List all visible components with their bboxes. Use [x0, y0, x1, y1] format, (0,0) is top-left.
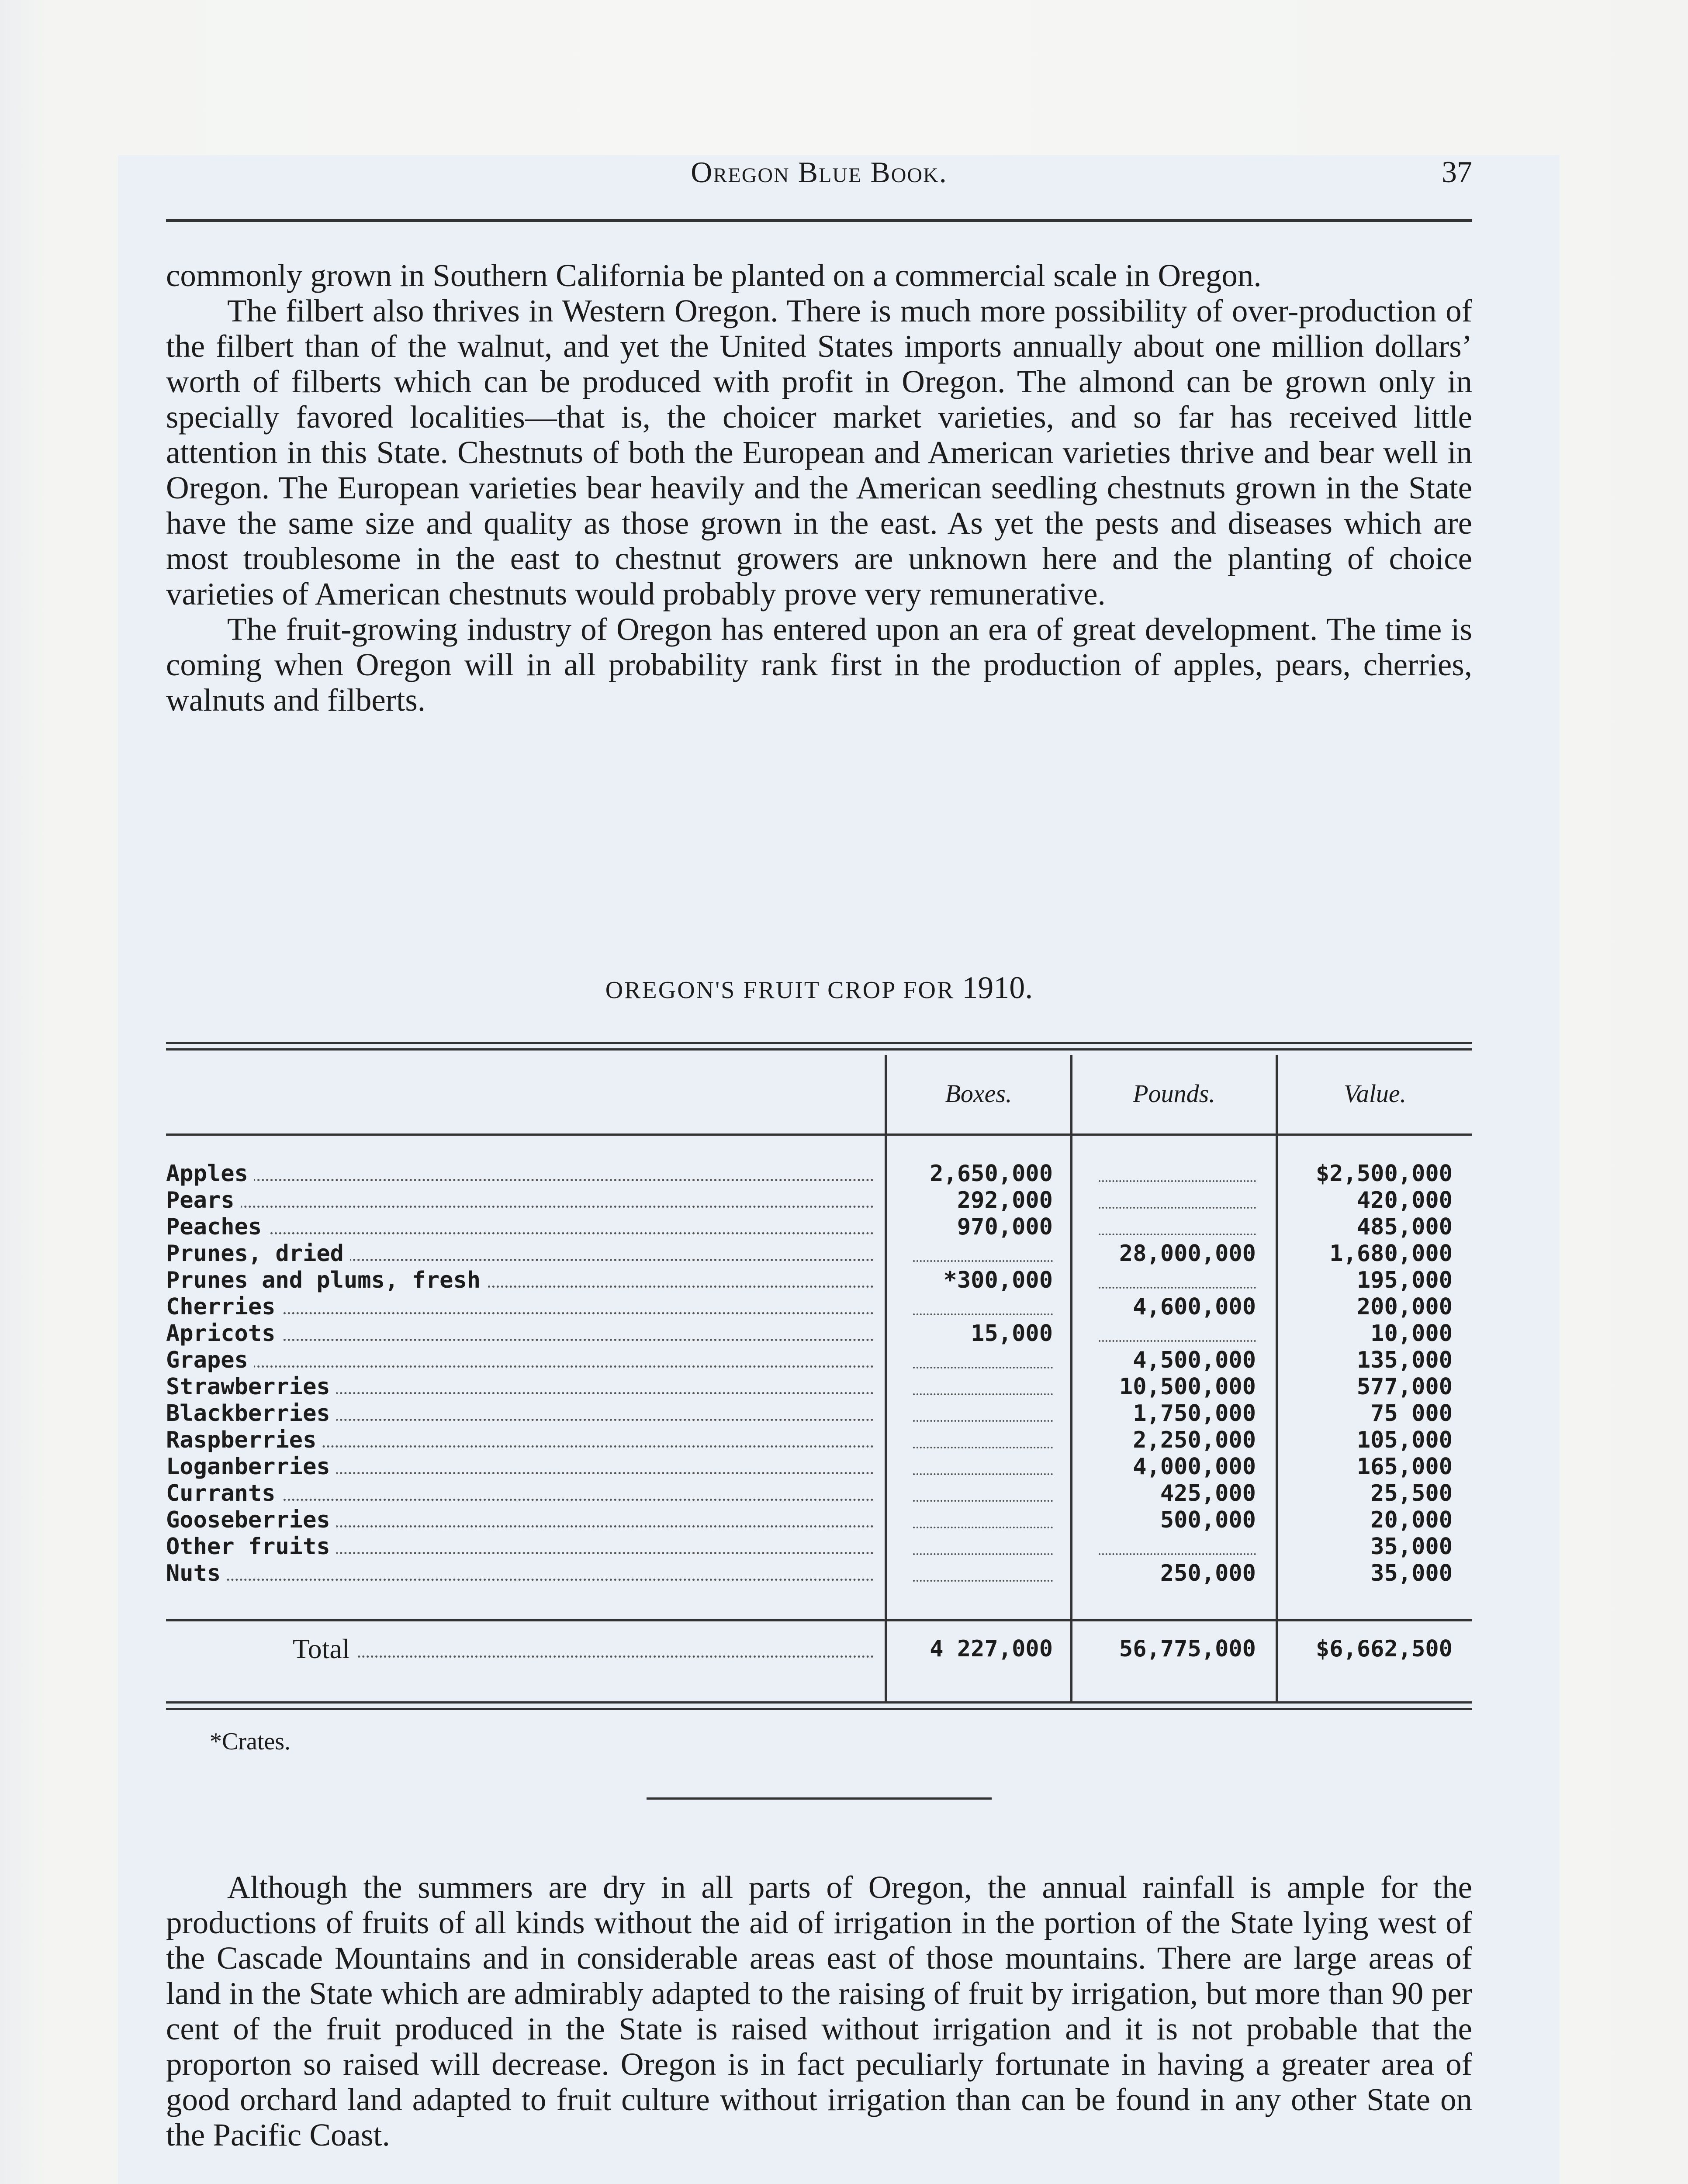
cell-boxes: 292,000	[957, 1187, 1053, 1213]
table-row	[166, 1427, 1472, 1454]
cell-value: 35,000	[1370, 1560, 1453, 1586]
paragraph-irrigation: Although the summers are dry in all parts of Oregon, the annual rainfall is ample for the productions of fruits of all kinds without the aid of irrigation in the portion of the State lying west of the Cascade Mountains and in considerable areas east of those mountains. There are large areas of land in the State which are admirably adapted to the raising of fruit by irrigation, but more than 90 per cent of the fruit produced in the State is raised without irrigation and it is not probable that the proporton so raised will decrease. Oregon is in fact peculiarly fortunate in having a greater area of good orchard land adapted to fruit culture without irrigation than can be found in any other State on the Pacific Coast.	[166, 1870, 1472, 2153]
row-label: Nuts	[166, 1560, 874, 1587]
running-head	[166, 155, 1472, 199]
table-row	[166, 1480, 1472, 1507]
cell-boxes	[887, 1560, 1053, 1587]
row-label: Grapes	[166, 1347, 874, 1374]
table-title-year: 1910.	[962, 970, 1033, 1005]
dotted-leader	[1099, 1180, 1256, 1182]
cell-boxes: 2,650,000	[930, 1161, 1053, 1187]
dotted-leader	[1099, 1234, 1256, 1235]
cell-pounds: 250,000	[1160, 1560, 1256, 1586]
page-number: 37	[1442, 156, 1472, 189]
table-row	[166, 1374, 1472, 1400]
cell-value: 577,000	[1356, 1374, 1453, 1400]
row-label: Raspberries	[166, 1427, 874, 1454]
table-row	[166, 1214, 1472, 1241]
dotted-leader	[913, 1580, 1053, 1582]
cell-pounds: 425,000	[1160, 1480, 1256, 1507]
cell-value: 200,000	[1356, 1294, 1453, 1320]
row-label: Prunes and plums, fresh	[166, 1267, 874, 1294]
dotted-leader	[1099, 1207, 1256, 1209]
row-label: Loganberries	[166, 1454, 874, 1480]
row-label: Apples	[166, 1161, 874, 1187]
column-header-value: Value.	[1343, 1079, 1407, 1108]
table-row	[166, 1507, 1472, 1534]
cell-boxes: 970,000	[957, 1214, 1053, 1240]
dotted-leader	[913, 1367, 1053, 1368]
cell-value: $2,500,000	[1315, 1161, 1453, 1187]
table-row	[166, 1241, 1472, 1267]
cell-pounds	[1072, 1534, 1256, 1560]
table-row	[166, 1347, 1472, 1374]
table-title-text: OREGON'S FRUIT CROP FOR	[605, 977, 955, 1004]
cell-pounds	[1072, 1320, 1256, 1347]
cell-boxes	[887, 1347, 1053, 1374]
fruit-crop-table	[166, 1042, 1472, 1717]
table-row	[166, 1320, 1472, 1347]
total-value: $6,662,500	[1315, 1636, 1453, 1662]
table-row	[166, 1400, 1472, 1427]
cell-pounds: 4,500,000	[1133, 1347, 1256, 1373]
cell-boxes	[887, 1427, 1053, 1454]
cell-boxes: 15,000	[971, 1320, 1053, 1347]
table-row	[166, 1187, 1472, 1214]
row-label: Apricots	[166, 1320, 874, 1347]
column-header-pounds: Pounds.	[1133, 1079, 1215, 1108]
cell-value: 1,680,000	[1329, 1241, 1453, 1267]
row-label: Strawberries	[166, 1374, 874, 1400]
table-row	[166, 1294, 1472, 1320]
cell-boxes	[887, 1374, 1053, 1400]
cell-boxes	[887, 1480, 1053, 1507]
row-label: Gooseberries	[166, 1507, 874, 1534]
total-label: Total	[293, 1631, 874, 1666]
paragraph-continued: commonly grown in Southern California be planted on a commercial scale in Oregon.	[166, 258, 1262, 293]
cell-value: 10,000	[1370, 1320, 1453, 1347]
dotted-leader	[913, 1313, 1053, 1315]
section-separator	[647, 1797, 992, 1800]
dotted-leader	[1099, 1287, 1256, 1289]
row-label: Pears	[166, 1187, 874, 1214]
cell-value: 135,000	[1356, 1347, 1453, 1373]
table-row	[166, 1454, 1472, 1480]
cell-value: 25,500	[1370, 1480, 1453, 1507]
dotted-leader	[913, 1500, 1053, 1502]
dotted-leader	[1099, 1553, 1256, 1555]
dotted-leader	[913, 1527, 1053, 1528]
cell-boxes	[887, 1241, 1053, 1267]
cell-value: 420,000	[1356, 1187, 1453, 1213]
body-text-bottom	[166, 1870, 1472, 2153]
cell-boxes	[887, 1294, 1053, 1320]
row-label: Peaches	[166, 1214, 874, 1241]
total-pounds: 56,775,000	[1119, 1636, 1256, 1662]
paragraph-filbert: The filbert also thrives in Western Oregon. There is much more possibility of over-production of the filbert than of the walnut, and yet the United States imports annually about one million dollars’ worth of filberts which can be produced with profit in Oregon. The almond can be grown only in specially favored localities—that is, the choicer market varieties, and so far has received little attention in this State. Chestnuts of both the European and American varieties thrive and bear well in Oregon. The European varieties bear heavily and the American seedling chestnuts grown in the State have the same size and quality as those grown in the east. As yet the pests and diseases which are most troublesome in the east to chestnut growers are unknown here and the planting of choice varieties of American chestnuts would probably prove very remunerative.	[166, 293, 1472, 612]
cell-pounds: 10,500,000	[1119, 1374, 1256, 1400]
table-row	[166, 1161, 1472, 1187]
cell-value: 75 000	[1370, 1400, 1453, 1427]
table-row	[166, 1560, 1472, 1587]
total-boxes: 4 227,000	[930, 1636, 1053, 1662]
cell-pounds	[1072, 1187, 1256, 1214]
cell-pounds: 4,000,000	[1133, 1454, 1256, 1480]
cell-pounds	[1072, 1161, 1256, 1187]
dotted-leader	[913, 1447, 1053, 1448]
cell-pounds	[1072, 1267, 1256, 1294]
body-text-top	[166, 258, 1472, 718]
dotted-leader	[913, 1420, 1053, 1422]
cell-pounds: 2,250,000	[1133, 1427, 1256, 1453]
paragraph-industry: The fruit-growing industry of Oregon has entered upon an era of great development. The time is coming when Oregon will in all probability rank first in the production of apples, pears, cherries, walnuts and filberts.	[166, 612, 1472, 718]
cell-boxes	[887, 1400, 1053, 1427]
row-label: Currants	[166, 1480, 874, 1507]
table-title	[166, 970, 1472, 1006]
column-header-boxes: Boxes.	[945, 1079, 1012, 1108]
cell-boxes: *300,000	[943, 1267, 1053, 1293]
cell-pounds: 1,750,000	[1133, 1400, 1256, 1427]
dotted-leader	[913, 1393, 1053, 1395]
cell-value: 485,000	[1356, 1214, 1453, 1240]
cell-value: 20,000	[1370, 1507, 1453, 1533]
dotted-leader	[913, 1553, 1053, 1555]
header-rule	[166, 219, 1472, 222]
dotted-leader	[913, 1260, 1053, 1262]
cell-value: 195,000	[1356, 1267, 1453, 1293]
cell-boxes	[887, 1507, 1053, 1534]
row-label: Blackberries	[166, 1400, 874, 1427]
cell-value: 35,000	[1370, 1534, 1453, 1560]
cell-pounds: 28,000,000	[1119, 1241, 1256, 1267]
dotted-leader	[1099, 1340, 1256, 1342]
table-row	[166, 1267, 1472, 1294]
table-footnote: *Crates.	[210, 1728, 291, 1755]
running-head-title: Oregon Blue Book.	[691, 156, 948, 189]
cell-value: 165,000	[1356, 1454, 1453, 1480]
row-label: Cherries	[166, 1294, 874, 1320]
table-body	[166, 1161, 1472, 1587]
cell-value: 105,000	[1356, 1427, 1453, 1453]
table-top-rule	[166, 1042, 1472, 1051]
row-label: Other fruits	[166, 1534, 874, 1560]
cell-boxes	[887, 1454, 1053, 1480]
table-row	[166, 1534, 1472, 1560]
cell-pounds: 4,600,000	[1133, 1294, 1256, 1320]
cell-pounds: 500,000	[1160, 1507, 1256, 1533]
row-label: Prunes, dried	[166, 1241, 874, 1267]
cell-pounds	[1072, 1214, 1256, 1241]
dotted-leader	[913, 1473, 1053, 1475]
cell-boxes	[887, 1534, 1053, 1560]
table-total-row	[166, 1631, 1472, 1666]
